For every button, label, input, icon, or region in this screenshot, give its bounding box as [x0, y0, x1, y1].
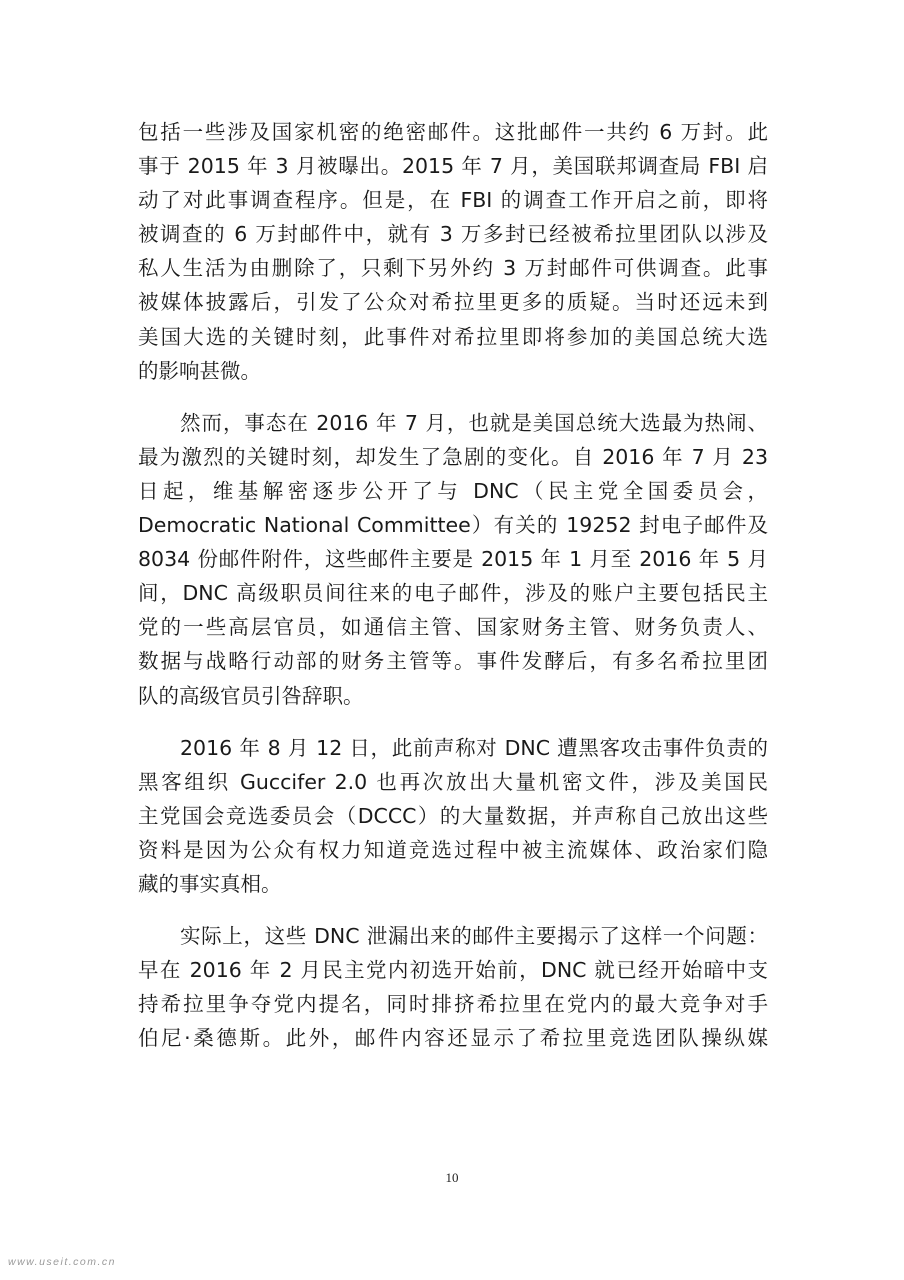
text-line: 资料是因为公众有权力知道竞选过程中被主流媒体、政治家们隐 — [138, 837, 768, 862]
text-line: 2016 年 8 月 12 日，此前声称对 DNC 遭黑客攻击事件负责的 — [180, 735, 768, 760]
paragraph — [138, 115, 768, 388]
text-line: 藏的事实真相。 — [138, 871, 282, 896]
text-line: 黑客组织 Guccifer 2.0 也再次放出大量机密文件，涉及美国民 — [138, 769, 768, 794]
text-line: 早在 2016 年 2 月民主党内初选开始前，DNC 就已经开始暗中支 — [138, 958, 768, 983]
text-line: 持希拉里争夺党内提名，同时排挤希拉里在党内的最大竞争对手 — [138, 992, 768, 1017]
text-line: 包括一些涉及国家机密的绝密邮件。这批邮件一共约 6 万封。此 — [138, 120, 768, 144]
text-line: 最为激烈的关键时刻，却发生了急剧的变化。自 2016 年 7 月 23 — [138, 444, 768, 469]
text-line: 然而，事态在 2016 年 7 月，也就是美国总统大选最为热闹、 — [180, 410, 768, 435]
body-text — [138, 115, 768, 1055]
paragraph — [138, 731, 768, 901]
text-line: 日起，维基解密逐步公开了与 DNC（民主党全国委员会， — [138, 478, 768, 503]
text-line: 动了对此事调查程序。但是，在 FBI 的调查工作开启之前，即将 — [138, 188, 768, 213]
text-line: 被调查的 6 万封邮件中，就有 3 万多封已经被希拉里团队以涉及 — [138, 222, 768, 247]
page-number: 10 — [445, 1170, 459, 1185]
text-line: 主党国会竞选委员会（DCCC）的大量数据，并声称自己放出这些 — [138, 803, 768, 828]
text-line: 被媒体披露后，引发了公众对希拉里更多的质疑。当时还远未到 — [138, 290, 768, 315]
text-line: 私人生活为由删除了，只剩下另外约 3 万封邮件可供调查。此事 — [138, 256, 768, 281]
text-line: 间，DNC 高级职员间往来的电子邮件，涉及的账户主要包括民主 — [138, 581, 768, 606]
text-line: 伯尼·桑德斯。此外，邮件内容还显示了希拉里竞选团队操纵媒 — [138, 1026, 768, 1051]
text-line: 事于 2015 年 3 月被曝出。2015 年 7 月，美国联邦调查局 FBI 启 — [138, 154, 768, 179]
paragraph — [138, 919, 768, 1055]
text-line: 实际上，这些 DNC 泄漏出来的邮件主要揭示了这样一个问题： — [180, 924, 768, 949]
text-line: 8034 份邮件附件，这些邮件主要是 2015 年 1 月至 2016 年 5 月 — [138, 547, 768, 572]
text-line: 美国大选的关键时刻，此事件对希拉里即将参加的美国总统大选 — [138, 324, 768, 349]
paragraph — [138, 406, 768, 713]
text-line: Democratic National Committee）有关的 19252 封电子邮件及 — [138, 513, 768, 538]
text-line: 的影响甚微。 — [138, 358, 261, 383]
text-line: 党的一些高层官员，如通信主管、国家财务主管、财务负责人、 — [138, 615, 768, 640]
text-line: 数据与战略行动部的财务主管等。事件发酵后，有多名希拉里团 — [138, 649, 768, 674]
watermark: www.useit.com.cn — [8, 1256, 117, 1268]
text-line: 队的高级官员引咎辞职。 — [138, 683, 364, 708]
